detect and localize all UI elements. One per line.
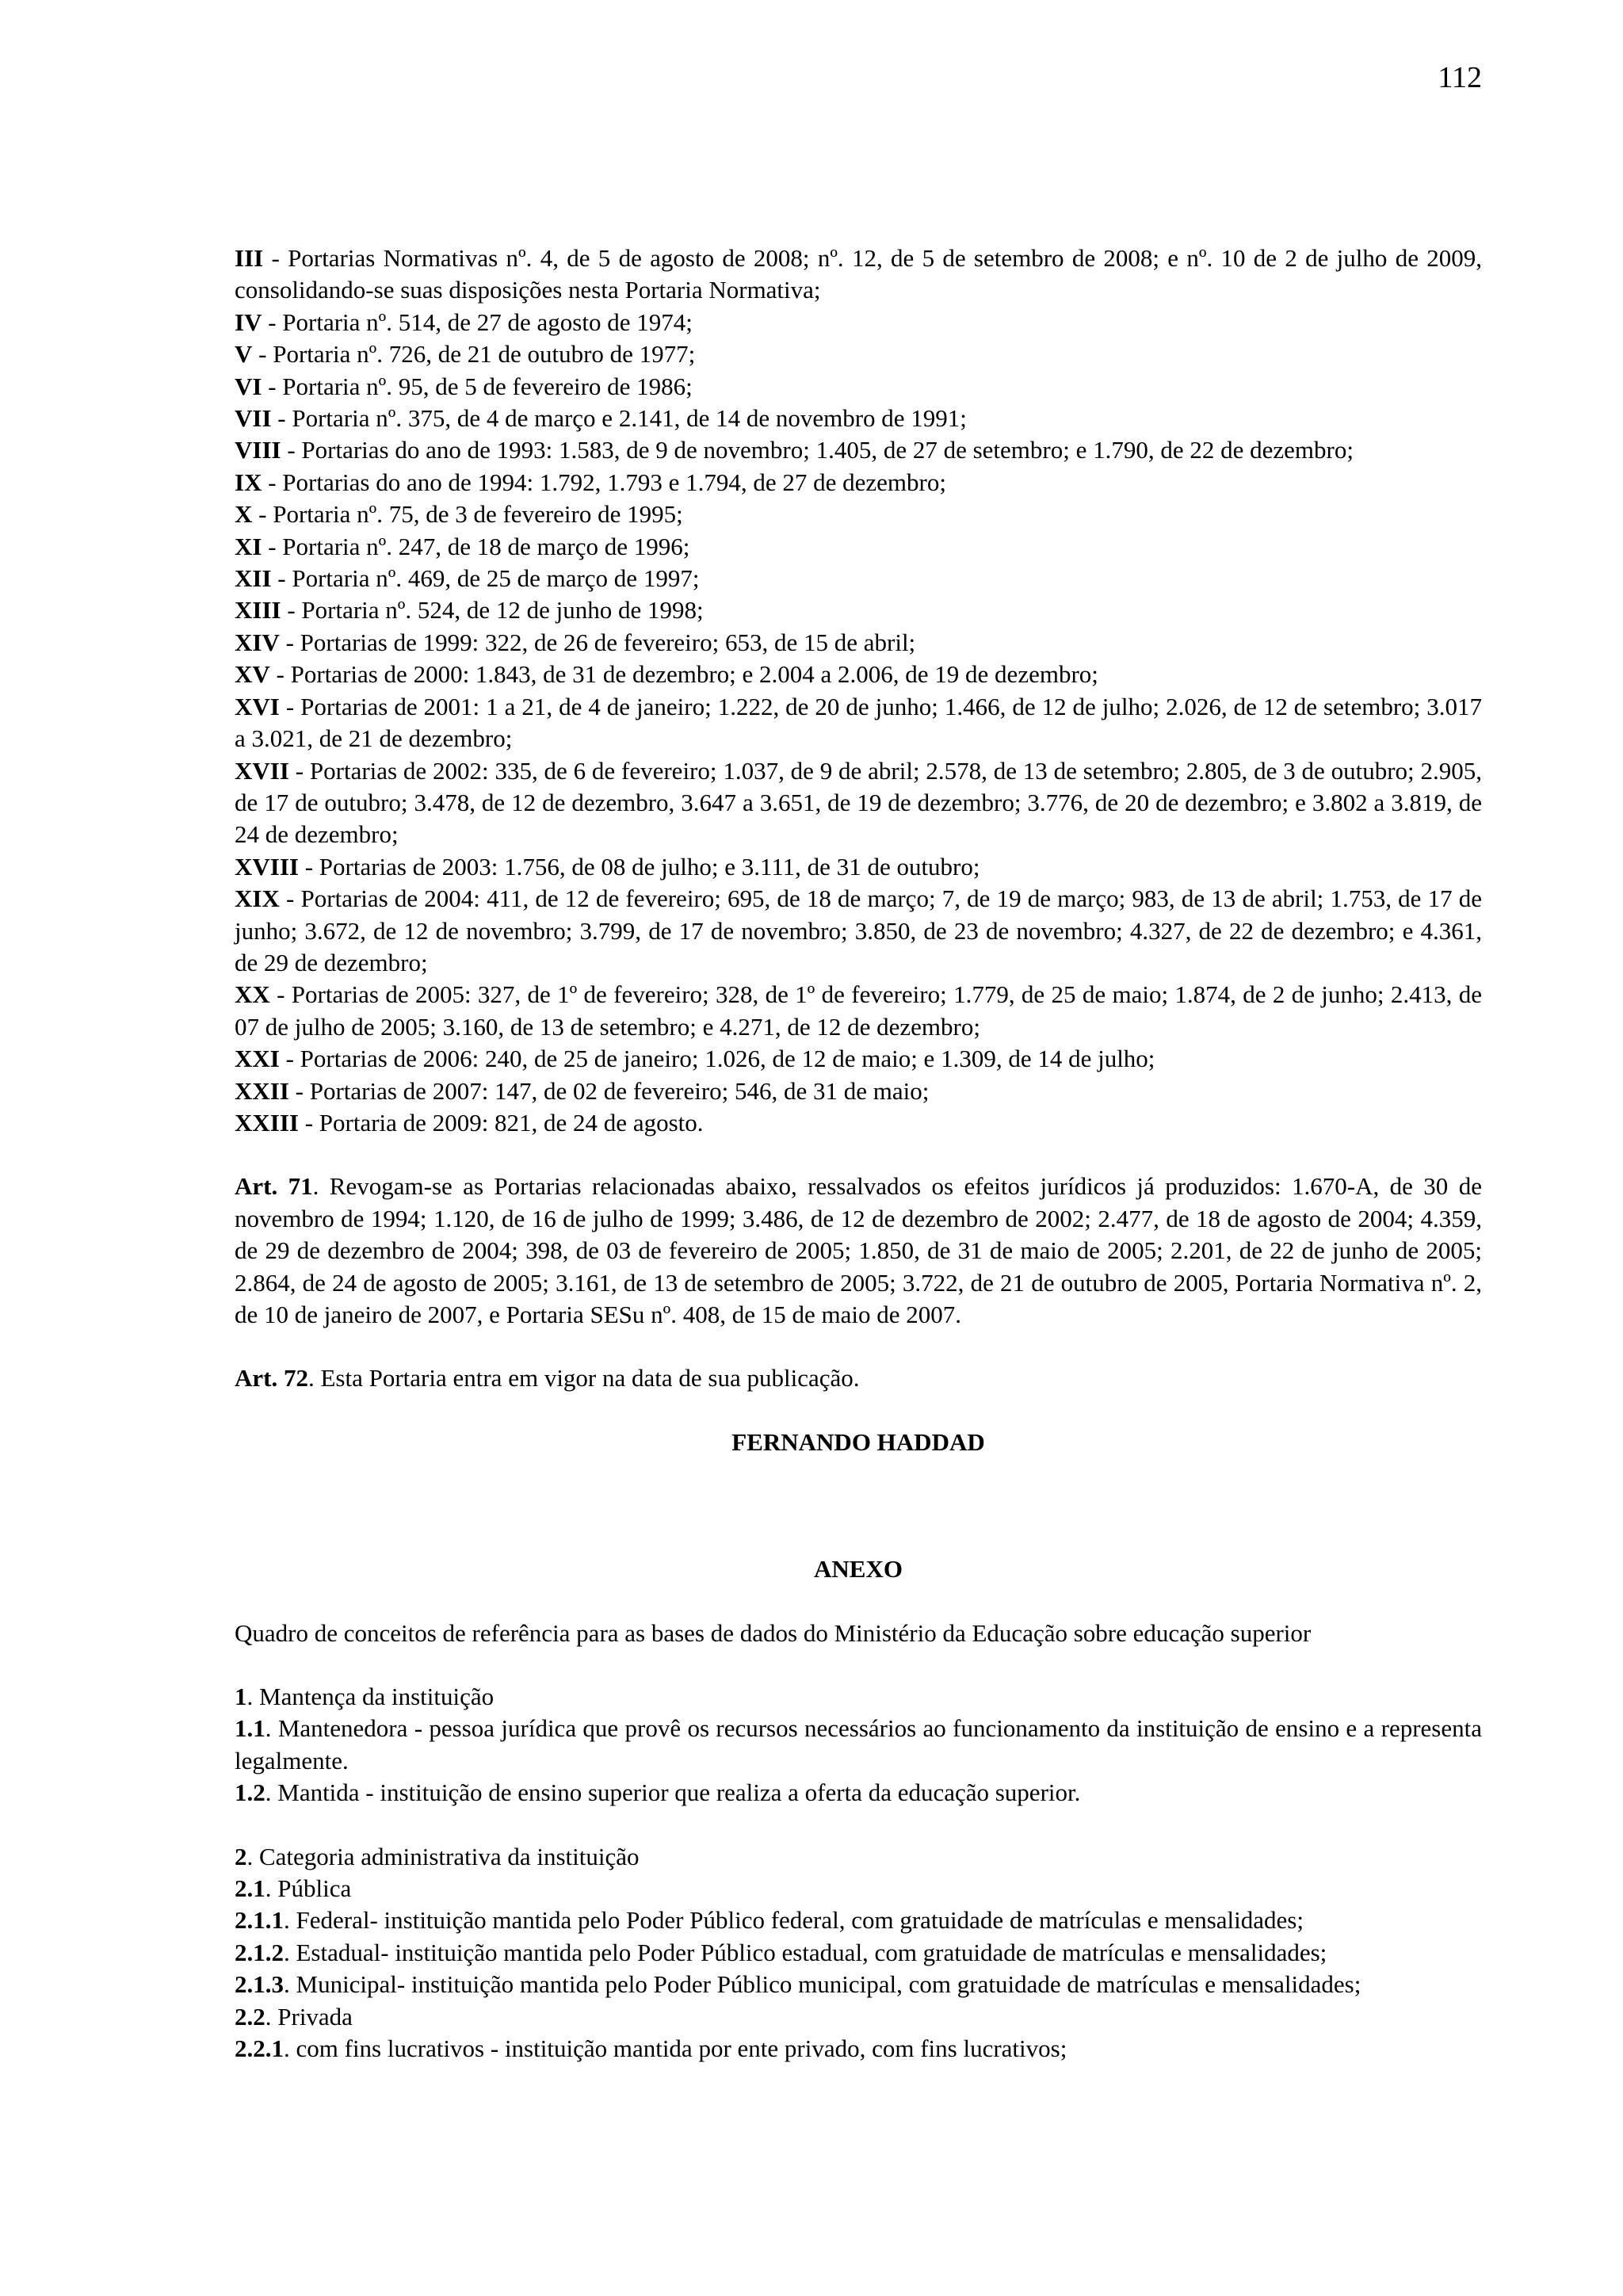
item-text: Portaria nº. 524, de 12 de junho de 1998; — [301, 596, 704, 625]
item-text: Portaria de 2009: 821, de 24 de agosto. — [319, 1108, 704, 1137]
item-number: 2.2.1 — [235, 2034, 284, 2063]
page-number: 112 — [1438, 61, 1482, 94]
list-item: XXIII - Portaria de 2009: 821, de 24 de agosto. — [235, 1108, 704, 1137]
item-number: XIV — [235, 628, 280, 656]
item-number: XV — [235, 660, 270, 689]
item-number: 2 — [235, 1842, 247, 1870]
item-number: XVIII — [235, 852, 299, 881]
list-item: XVIII - Portarias de 2003: 1.756, de 08 de julho; e 3.111, de 31 de outubro; — [235, 852, 980, 881]
item-number: III — [235, 244, 264, 272]
item-text: Portaria nº. 726, de 21 de outubro de 1977; — [273, 340, 696, 369]
item-text: Portarias Normativas nº. 4, de 5 de agosto de 2008; nº. 12, de 5 de setembro de 2008; e nº. 10 de 2 de julho de 2009, consolidando-se suas disposições nesta Portaria Normativa; — [235, 244, 1483, 304]
list-item: XIII - Portaria nº. 524, de 12 de junho de 1998; — [235, 596, 704, 625]
annex-section-2 — [235, 1841, 1482, 2065]
list-item: V - Portaria nº. 726, de 21 de outubro de 1977; — [235, 340, 696, 369]
item-number: 2.2 — [235, 2002, 265, 2030]
item-text: . Mantença da instituição — [246, 1683, 495, 1711]
list-item: XV - Portarias de 2000: 1.843, de 31 de dezembro; e 2.004 a 2.006, de 19 de dezembro; — [235, 660, 1098, 689]
annex-item — [235, 1937, 1482, 1969]
annex-subtitle: Quadro de conceitos de referência para as bases de dados do Ministério da Educação sobre educação superior — [235, 1618, 1312, 1647]
item-text: Portarias de 2007: 147, de 02 de fevereiro; 546, de 31 de maio; — [309, 1076, 930, 1105]
item-text: Portaria nº. 95, de 5 de fevereiro de 1986; — [282, 372, 693, 400]
item-number: XX — [235, 980, 270, 1009]
item-number: 2.1.2 — [235, 1938, 284, 1966]
item-number: 1.2 — [235, 1778, 265, 1807]
item-number: XXIII — [235, 1108, 299, 1137]
item-text: Portarias do ano de 1993: 1.583, de 9 de novembro; 1.405, de 27 de setembro; e 1.790, de 22 de dezembro; — [301, 436, 1354, 464]
item-number: IX — [235, 468, 262, 496]
item-number: 2.1.1 — [235, 1906, 284, 1935]
annex-item — [235, 1681, 1482, 1713]
list-item: IX - Portarias do ano de 1994: 1.792, 1.793 e 1.794, de 27 de dezembro; — [235, 468, 946, 496]
list-item: X - Portaria nº. 75, de 3 de fevereiro de 1995; — [235, 500, 683, 529]
list-item: XXI - Portarias de 2006: 240, de 25 de janeiro; 1.026, de 12 de maio; e 1.309, de 14 de julho; — [235, 1045, 1155, 1073]
item-text: . Categoria administrativa da instituição — [246, 1842, 640, 1870]
document-body — [235, 243, 1482, 2065]
list-item: III - Portarias Normativas nº. 4, de 5 de agosto de 2008; nº. 12, de 5 de setembro de 2008; e nº. 10 de 2 de julho de 2009, consolidando-se suas disposições nesta Portaria Normativa; — [235, 244, 1483, 304]
revoked-portarias-list — [235, 243, 1482, 1139]
item-text: Portarias de 2003: 1.756, de 08 de julho; e 3.111, de 31 de outubro; — [319, 852, 980, 881]
item-text: Portaria nº. 75, de 3 de fevereiro de 1995; — [273, 500, 683, 529]
article-72 — [235, 1362, 1482, 1394]
item-text: . Estadual- instituição mantida pelo Poder Público estadual, com gratuidade de matrículas e mensalidades; — [284, 1938, 1327, 1966]
item-number: XXII — [235, 1076, 289, 1105]
item-number: VI — [235, 372, 262, 400]
article-text: . Revogam-se as Portarias relacionadas abaixo, ressalvados os efeitos jurídicos já produzidos: 1.670-A, de 30 de novembro de 1994; 1.120, de 16 de julho de 1999; 3.486, de 12 de dezembro de 2002; 2.477, de 18 de agosto de 2004; 4.359, de 29 de dezembro de 2004; 398, de 03 de fevereiro de 2005; 1.850, de 31 de maio de 2005; 2.201, de 22 de junho de 2005; 2.864, de 24 de agosto de 2005; 3.161, de 13 de setembro de 2005; 3.722, de 21 de outubro de 2005, Portaria Normativa nº. 2, de 10 de janeiro de 2007, e Portaria SESu nº. 408, de 15 de maio de 2007. — [235, 1172, 1482, 1328]
list-item: VI - Portaria nº. 95, de 5 de fevereiro de 1986; — [235, 372, 693, 400]
signature: FERNANDO HADDAD — [731, 1427, 985, 1456]
list-item: XXII - Portarias de 2007: 147, de 02 de fevereiro; 546, de 31 de maio; — [235, 1076, 930, 1105]
item-text: . com fins lucrativos - instituição mantida por ente privado, com fins lucrativos; — [284, 2034, 1067, 2063]
article-71 — [235, 1171, 1482, 1331]
item-number: 2.1 — [235, 1874, 265, 1903]
item-text: . Federal- instituição mantida pelo Poder Público federal, com gratuidade de matrículas e mensalidades; — [284, 1906, 1304, 1935]
item-text: . Privada — [265, 2002, 353, 2030]
item-text: Portaria nº. 469, de 25 de março de 1997; — [292, 564, 700, 593]
item-number: XXI — [235, 1045, 280, 1073]
item-text: . Mantenedora - pessoa jurídica que provê os recursos necessários ao funcionamento da instituição de ensino e a representa legalmente. — [235, 1714, 1482, 1775]
list-item: IV - Portaria nº. 514, de 27 de agosto de 1974; — [235, 308, 693, 336]
item-text: Portarias de 1999: 322, de 26 de fevereiro; 653, de 15 de abril; — [300, 628, 916, 656]
item-text: Portarias de 2005: 327, de 1º de fevereiro; 328, de 1º de fevereiro; 1.779, de 25 de maio; 1.874, de 2 de junho; 2.413, de 07 de julho de 2005; 3.160, de 13 de setembro; e 4.271, de 12 de dezembro; — [235, 980, 1482, 1041]
item-number: XVII — [235, 756, 289, 785]
annex-item — [235, 1969, 1482, 2000]
item-number: VII — [235, 404, 272, 433]
item-number: 2.1.3 — [235, 1970, 284, 1999]
annex-item — [235, 1777, 1482, 1809]
list-item: XVII - Portarias de 2002: 335, de 6 de fevereiro; 1.037, de 9 de abril; 2.578, de 13 de setembro; 2.805, de 3 de outubro; 2.905, de 17 de outubro; 3.478, de 12 de dezembro, 3.647 a 3.651, de 19 de dezembro; 3.776, de 20 de dezembro; e 3.802 a 3.819, de 24 de dezembro; — [235, 756, 1482, 849]
list-item: XI - Portaria nº. 247, de 18 de março de 1996; — [235, 532, 690, 560]
item-text: Portaria nº. 514, de 27 de agosto de 1974; — [282, 308, 693, 336]
item-text: . Municipal- instituição mantida pelo Poder Público municipal, com gratuidade de matrículas e mensalidades; — [284, 1970, 1361, 1999]
item-text: Portaria nº. 247, de 18 de março de 1996; — [282, 532, 690, 560]
item-text: Portarias de 2004: 411, de 12 de fevereiro; 695, de 18 de março; 7, de 19 de março; 983, de 13 de abril; 1.753, de 17 de junho; 3.672, de 12 de novembro; 3.799, de 17 de novembro; 3.850, de 23 de novembro; 4.327, de 22 de dezembro; e 4.361, de 29 de dezembro; — [235, 884, 1482, 976]
item-number: XIII — [235, 596, 281, 625]
item-number: XI — [235, 532, 262, 560]
item-text: Portarias de 2002: 335, de 6 de fevereiro; 1.037, de 9 de abril; 2.578, de 13 de setembro; 2.805, de 3 de outubro; 2.905, de 17 de outubro; 3.478, de 12 de dezembro, 3.647 a 3.651, de 19 de dezembro; 3.776, de 20 de dezembro; e 3.802 a 3.819, de 24 de dezembro; — [235, 756, 1482, 849]
annex-title: ANEXO — [814, 1555, 903, 1584]
item-text: Portarias do ano de 1994: 1.792, 1.793 e 1.794, de 27 de dezembro; — [282, 468, 946, 496]
article-text: . Esta Portaria entra em vigor na data de sua publicação. — [307, 1364, 860, 1392]
list-item: XIX - Portarias de 2004: 411, de 12 de fevereiro; 695, de 18 de março; 7, de 19 de março; 983, de 13 de abril; 1.753, de 17 de junho; 3.672, de 12 de novembro; 3.799, de 17 de novembro; 3.850, de 23 de novembro; 4.327, de 22 de dezembro; e 4.361, de 29 de dezembro; — [235, 884, 1482, 976]
item-text: . Pública — [265, 1874, 352, 1903]
item-text: Portarias de 2001: 1 a 21, de 4 de janeiro; 1.222, de 20 de junho; 1.466, de 12 de julho; 2.026, de 12 de setembro; 3.017 a 3.021, de 21 de dezembro; — [235, 692, 1483, 753]
list-item: XX - Portarias de 2005: 327, de 1º de fevereiro; 328, de 1º de fevereiro; 1.779, de 25 de maio; 1.874, de 2 de junho; 2.413, de 07 de julho de 2005; 3.160, de 13 de setembro; e 4.271, de 12 de dezembro; — [235, 980, 1482, 1041]
item-text: Portaria nº. 375, de 4 de março e 2.141, de 14 de novembro de 1991; — [292, 404, 967, 433]
article-label: Art. 72 — [235, 1364, 308, 1392]
item-text: Portarias de 2000: 1.843, de 31 de dezembro; e 2.004 a 2.006, de 19 de dezembro; — [290, 660, 1098, 689]
item-number: 1 — [235, 1683, 247, 1711]
annex-item — [235, 1873, 1482, 1904]
annex-section-1 — [235, 1681, 1482, 1809]
item-number: V — [235, 340, 253, 369]
article-label: Art. 71 — [235, 1172, 313, 1201]
list-item: XII - Portaria nº. 469, de 25 de março de 1997; — [235, 564, 700, 593]
item-number: XIX — [235, 884, 280, 913]
item-text: . Mantida - instituição de ensino superior que realiza a oferta da educação superior. — [265, 1778, 1081, 1807]
item-text: Portarias de 2006: 240, de 25 de janeiro; 1.026, de 12 de maio; e 1.309, de 14 de julho; — [300, 1045, 1155, 1073]
annex-item — [235, 2001, 1482, 2033]
list-item: VIII - Portarias do ano de 1993: 1.583, de 9 de novembro; 1.405, de 27 de setembro; e 1.790, de 22 de dezembro; — [235, 436, 1354, 464]
item-number: X — [235, 500, 253, 529]
item-number: VIII — [235, 436, 281, 464]
annex-item — [235, 1841, 1482, 1873]
item-number: IV — [235, 308, 262, 336]
list-item: VII - Portaria nº. 375, de 4 de março e 2.141, de 14 de novembro de 1991; — [235, 404, 967, 433]
annex-item — [235, 2033, 1482, 2065]
annex-item — [235, 1713, 1482, 1777]
list-item: XIV - Portarias de 1999: 322, de 26 de fevereiro; 653, de 15 de abril; — [235, 628, 916, 656]
list-item: XVI - Portarias de 2001: 1 a 21, de 4 de janeiro; 1.222, de 20 de junho; 1.466, de 12 de julho; 2.026, de 12 de setembro; 3.017 a 3.021, de 21 de dezembro; — [235, 692, 1483, 753]
item-number: XII — [235, 564, 272, 593]
annex-item — [235, 1904, 1482, 1936]
item-number: XVI — [235, 692, 280, 720]
item-number: 1.1 — [235, 1714, 265, 1743]
